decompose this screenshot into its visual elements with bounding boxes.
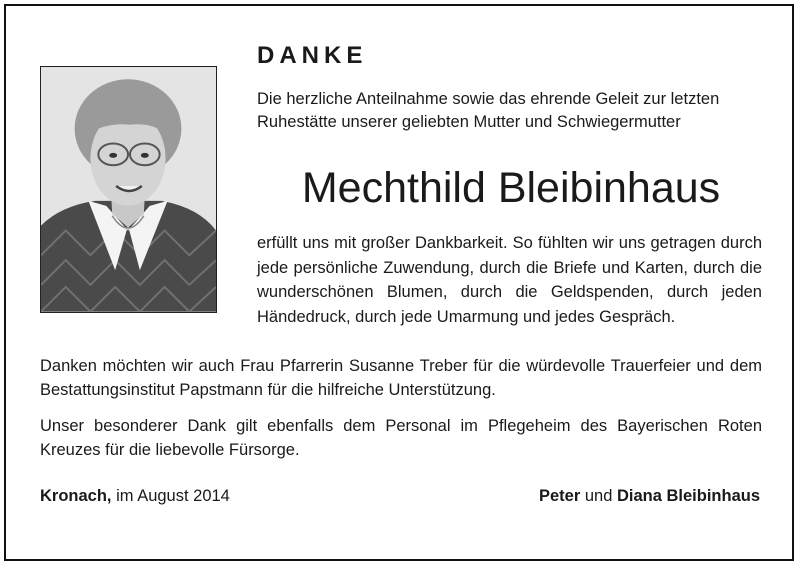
signer-1: Peter [538, 487, 581, 505]
date: im August 2014 [116, 487, 230, 505]
thanks-paragraph-1: Danken möchten wir auch Frau Pfarrerin Susanne Treber für die würdevolle Trauerfeier und dem Bestattungsinstitut Papstmann für die hilfreiche Unterstützung. [40, 357, 762, 399]
portrait-photo [40, 66, 217, 313]
place: Kronach, [40, 487, 112, 505]
signature [539, 487, 760, 506]
place-and-date [40, 487, 230, 506]
thanks-paragraph-2: Unser besonderer Dank gilt ebenfalls dem Personal im Pflegeheim des Bayerischen Roten Kreuzes für die liebevolle Fürsorge. [40, 417, 762, 459]
signer-2: Diana Bleibinhaus [616, 487, 760, 505]
deceased-name: Mechthild Bleibinhaus [301, 164, 721, 212]
heading: DANKE [257, 42, 368, 69]
intro-text: Die herzliche Anteilnahme sowie das ehrende Geleit zur letzten Ruhestätte unserer geliebten Mutter und Schwiegermutter [257, 90, 720, 131]
gratitude-text: erfüllt uns mit großer Dankbarkeit. So fühlten wir uns getragen durch jede persönliche Zuwendung, durch die Briefe und Karten, durch die wunderschönen Blumen, durch die Geldspenden, durch jeden Händedruck, durch jede Umarmung und jedes Gespräch. [257, 234, 762, 326]
signer-connector: und [584, 487, 613, 505]
